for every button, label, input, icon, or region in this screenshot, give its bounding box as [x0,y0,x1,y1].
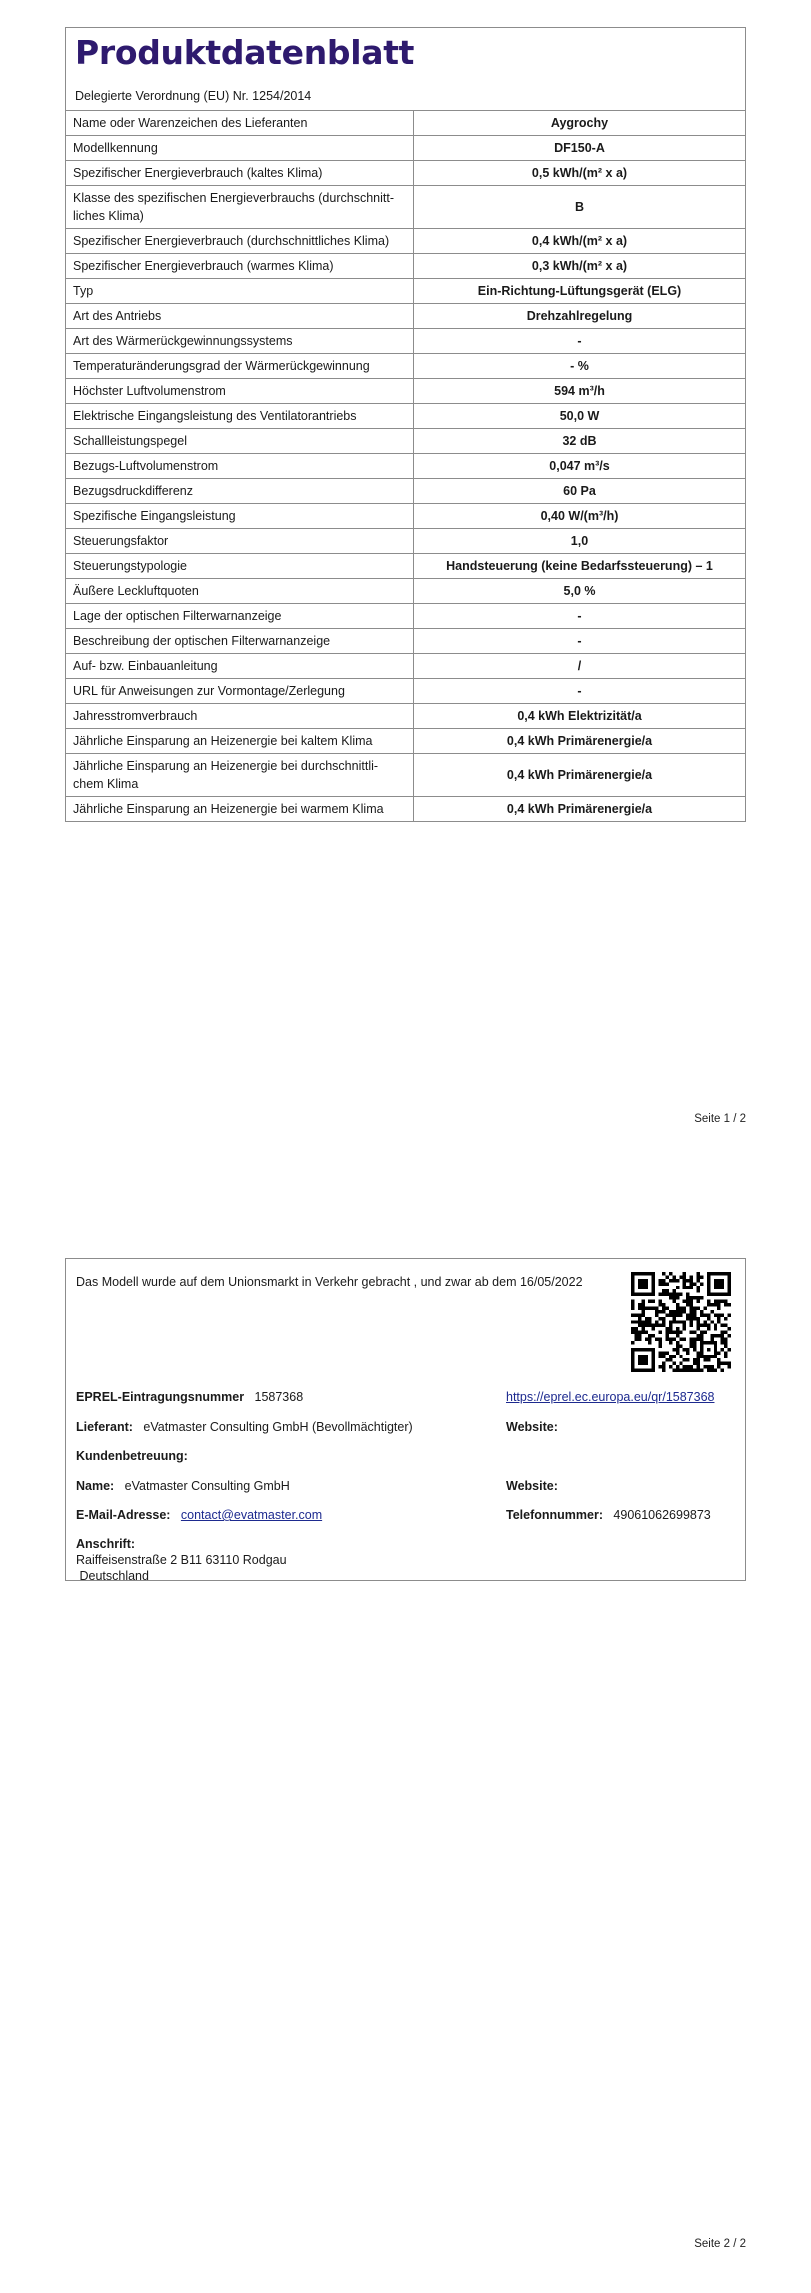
table-row [66,797,745,822]
table-row [66,654,745,679]
spec-label: Art des Wärmerückgewinnungssystems [66,329,414,354]
spec-label: Temperaturänderungsgrad der Wärmerückgewinnung [66,354,414,379]
spec-label: Typ [66,279,414,304]
spec-value: 32 dB [414,429,746,454]
table-row [66,354,745,379]
spec-label: Bezugs-Luftvolumenstrom [66,454,414,479]
spec-label: Jährliche Einsparung an Heizenergie bei durchschnittli-chem Klima [66,754,414,797]
table-row [66,579,745,604]
spec-label: Beschreibung der optischen Filterwarnanzeige [66,629,414,654]
eprel-url-link[interactable]: https://eprel.ec.europa.eu/qr/1587368 [506,1390,715,1404]
spec-value: B [414,186,746,229]
spec-value: DF150-A [414,136,746,161]
spec-label: Schallleistungspegel [66,429,414,454]
spec-value: / [414,654,746,679]
table-row [66,454,745,479]
spec-value: - [414,679,746,704]
table-row [66,186,745,229]
spec-value: 0,40 W/(m³/h) [414,504,746,529]
page-number: Seite 1 / 2 [694,1113,746,1125]
table-row [66,679,745,704]
regulation-subtitle: Delegierte Verordnung (EU) Nr. 1254/2014 [75,89,312,103]
spec-value: 50,0 W [414,404,746,429]
table-row [66,554,745,579]
spec-value: Handsteuerung (keine Bedarfssteuerung) – 1 [414,554,746,579]
spec-value: - [414,604,746,629]
email-label: E-Mail-Adresse: [76,1508,171,1522]
spec-value: Drehzahlregelung [414,304,746,329]
supplier-line [76,1419,413,1435]
contact-name-line [76,1478,290,1494]
contact-name-label: Name: [76,1479,115,1493]
spec-label: Spezifischer Energieverbrauch (kaltes Klima) [66,161,414,186]
page-1 [0,0,811,1146]
spec-value: 0,4 kWh/(m² x a) [414,229,746,254]
eprel-number-label: EPREL-Eintragungsnummer [76,1390,245,1404]
spec-value: - [414,629,746,654]
supplier-label: Lieferant: [76,1420,133,1434]
contact-name-value: eVatmaster Consulting GmbH [124,1479,290,1493]
spec-value: 594 m³/h [414,379,746,404]
phone-label: Telefonnummer: [506,1508,603,1522]
spec-label: Steuerungsfaktor [66,529,414,554]
table-row [66,136,745,161]
specs-table-body [66,111,745,821]
table-row [66,704,745,729]
spec-label: Name oder Warenzeichen des Lieferanten [66,111,414,136]
specs-table [66,111,745,821]
table-row [66,529,745,554]
spec-value: Ein-Richtung-Lüftungsgerät (ELG) [414,279,746,304]
spec-label: Art des Antriebs [66,304,414,329]
table-row [66,329,745,354]
spec-label: Bezugsdruckdifferenz [66,479,414,504]
eprel-info-box [65,1258,746,1581]
table-row [66,754,745,797]
spec-value: 0,4 kWh Primärenergie/a [414,754,746,797]
eprel-number-line [76,1389,303,1405]
spec-value: 0,4 kWh Primärenergie/a [414,729,746,754]
spec-label: URL für Anweisungen zur Vormontage/Zerlegung [66,679,414,704]
sheet-header [66,28,745,111]
table-row [66,379,745,404]
spec-value: 0,4 kWh Primärenergie/a [414,797,746,822]
spec-label: Äußere Leckluftquoten [66,579,414,604]
table-row [66,254,745,279]
table-row [66,404,745,429]
table-row [66,629,745,654]
customer-service-label: Kundenbetreuung: [76,1449,188,1463]
spec-label: Steuerungstypologie [66,554,414,579]
supplier-website-line [506,1419,558,1435]
eprel-url-line [506,1389,714,1405]
spec-value: 5,0 % [414,579,746,604]
supplier-website-label: Website: [506,1420,558,1434]
email-link[interactable]: contact@evatmaster.com [180,1508,323,1522]
page-number: Seite 2 / 2 [694,2238,746,2250]
table-row [66,729,745,754]
phone-value: 49061062699873 [613,1508,711,1522]
table-row [66,229,745,254]
spec-label: Höchster Luftvolumenstrom [66,379,414,404]
page-title: Produktdatenblatt [75,33,415,72]
product-data-sheet [65,27,746,822]
table-row [66,479,745,504]
contact-website-label: Website: [506,1479,558,1493]
spec-value: 60 Pa [414,479,746,504]
spec-value: 0,5 kWh/(m² x a) [414,161,746,186]
spec-label: Auf- bzw. Einbauanleitung [66,654,414,679]
eprel-number-value: 1587368 [254,1390,304,1404]
address-label: Anschrift: [76,1537,136,1551]
address-line-1: Raiffeisenstraße 2 B11 63110 Rodgau [76,1553,287,1567]
spec-label: Lage der optischen Filterwarnanzeige [66,604,414,629]
spec-label: Modellkennung [66,136,414,161]
spec-label: Spezifische Eingangsleistung [66,504,414,529]
spec-value: 0,4 kWh Elektrizität/a [414,704,746,729]
spec-value: 0,3 kWh/(m² x a) [414,254,746,279]
spec-value: 1,0 [414,529,746,554]
spec-value: Aygrochy [550,116,609,130]
customer-service-line [76,1448,188,1464]
supplier-value: eVatmaster Consulting GmbH (Bevollmächtigter) [143,1420,413,1434]
address-line-2: Deutschland [76,1569,149,1583]
spec-value: - % [414,354,746,379]
spec-label: Spezifischer Energieverbrauch (durchschnittliches Klima) [66,229,414,254]
spec-label: Spezifischer Energieverbrauch (warmes Klima) [66,254,414,279]
table-row [66,504,745,529]
contact-website-line [506,1478,558,1494]
address-block [76,1536,287,1584]
phone-line [506,1507,711,1523]
spec-label: Jährliche Einsparung an Heizenergie bei warmem Klima [66,797,414,822]
page-2 [0,1147,811,2293]
market-date-text: Das Modell wurde auf dem Unionsmarkt in Verkehr gebracht , und zwar ab dem 16/05/2022 [76,1275,583,1289]
table-row [66,604,745,629]
spec-value: - [414,329,746,354]
spec-label: Jahresstromverbrauch [66,704,414,729]
spec-label: Elektrische Eingangsleistung des Ventilatorantriebs [66,404,414,429]
table-row [66,111,745,136]
spec-label: Klasse des spezifischen Energieverbrauchs (durchschnitt-liches Klima) [66,186,414,229]
email-line [76,1507,322,1523]
spec-label: Jährliche Einsparung an Heizenergie bei kaltem Klima [66,729,414,754]
table-row [66,304,745,329]
table-row [66,279,745,304]
table-row [66,161,745,186]
qr-code-icon[interactable] [631,1272,731,1372]
spec-value: 0,047 m³/s [414,454,746,479]
table-row [66,429,745,454]
